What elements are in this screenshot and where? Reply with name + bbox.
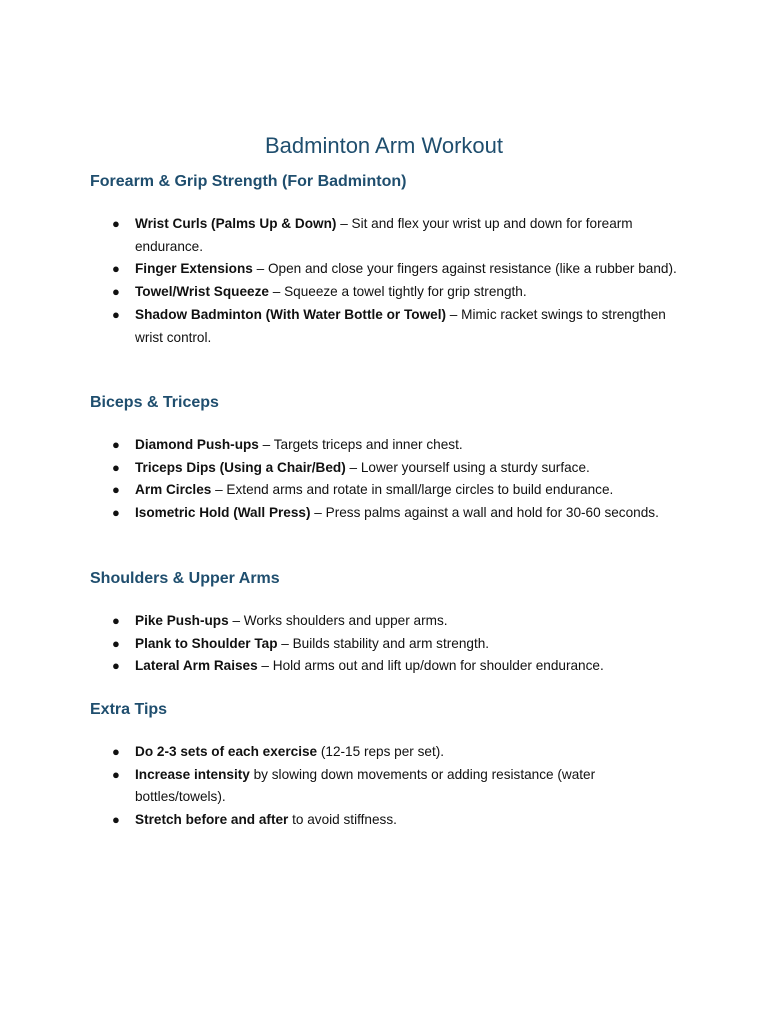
list-item [90,479,680,502]
exercise-list [90,434,680,525]
list-item [90,764,680,809]
item-term: Lateral Arm Raises [135,658,258,674]
section-shoulders-upper-arms [90,568,680,678]
item-text: – Builds stability and arm strength. [277,635,490,651]
bullet-dot-icon: ● [112,635,120,651]
list-item [90,213,680,258]
list-item [90,809,680,832]
item-term: Pike Push-ups [135,613,229,628]
bullet-dot-icon: ● [112,284,120,300]
bullet-dot-icon: ● [112,505,120,521]
item-term: Diamond Push-ups [135,437,259,452]
bullet-dot-icon: ● [112,216,120,231]
list-item [90,610,680,633]
section-extra-tips [90,699,680,832]
item-text: – Squeeze a towel tightly for grip strength. [268,284,527,300]
item-term: Stretch before and after [135,812,289,828]
bullet-dot-icon: ● [112,744,120,759]
section-heading: Shoulders & Upper Arms [90,570,280,587]
item-term: Finger Extensions [135,261,253,277]
section-heading: Forearm & Grip Strength (For Badminton) [90,173,407,190]
item-term: Do 2-3 sets of each exercise [135,744,318,759]
list-item [90,258,680,281]
bullet-dot-icon: ● [112,766,120,782]
item-term: Plank to Shoulder Tap [135,635,278,651]
item-term: Arm Circles [135,482,212,498]
item-text: to avoid stiffness. [288,812,397,828]
bullet-dot-icon: ● [112,459,120,475]
item-term: Triceps Dips (Using a Chair/Bed) [135,459,346,475]
list-item [90,457,680,480]
bullet-dot-icon: ● [112,658,120,674]
item-text: – Extend arms and rotate in small/large circles to build endurance. [211,482,614,498]
item-text: – Open and close your fingers against resistance (like a rubber band). [252,261,677,277]
list-item [90,502,680,525]
section-forearm-grip [90,171,680,349]
item-text: – Sit and flex your wrist up and down for forearm endurance. [135,216,633,254]
item-text: – Works shoulders and upper arms. [228,613,448,628]
section-heading: Biceps & Triceps [90,394,219,411]
exercise-list [90,610,680,678]
item-term: Towel/Wrist Squeeze [135,284,269,300]
page-title: Badminton Arm Workout [264,132,504,158]
item-term: Isometric Hold (Wall Press) [135,505,311,521]
list-item [90,655,680,678]
section-heading: Extra Tips [90,701,168,718]
bullet-dot-icon: ● [112,812,120,828]
item-text: – Press palms against a wall and hold for 30-60 seconds. [310,505,659,521]
bullet-dot-icon: ● [112,261,120,277]
list-item [90,304,680,349]
item-text: – Targets triceps and inner chest. [258,437,463,452]
list-item [90,633,680,656]
list-item [90,741,680,764]
item-text: by slowing down movements or adding resistance (water bottles/towels). [135,766,596,805]
bullet-dot-icon: ● [112,613,120,628]
section-biceps-triceps [90,392,680,525]
list-item [90,281,680,304]
bullet-dot-icon: ● [112,437,120,452]
tips-list [90,741,680,832]
item-text: – Mimic racket swings to strengthen wrist control. [135,306,666,345]
item-text: – Lower yourself using a sturdy surface. [345,459,590,475]
list-item [90,434,680,457]
exercise-list [90,213,680,349]
item-term: Wrist Curls (Palms Up & Down) [135,216,337,231]
bullet-dot-icon: ● [112,482,120,498]
item-term: Shadow Badminton (With Water Bottle or Towel) [135,306,447,322]
bullet-dot-icon: ● [112,306,120,322]
item-text: – Hold arms out and lift up/down for shoulder endurance. [257,658,604,674]
item-term: Increase intensity [135,766,250,782]
item-text: (12-15 reps per set). [317,744,445,759]
